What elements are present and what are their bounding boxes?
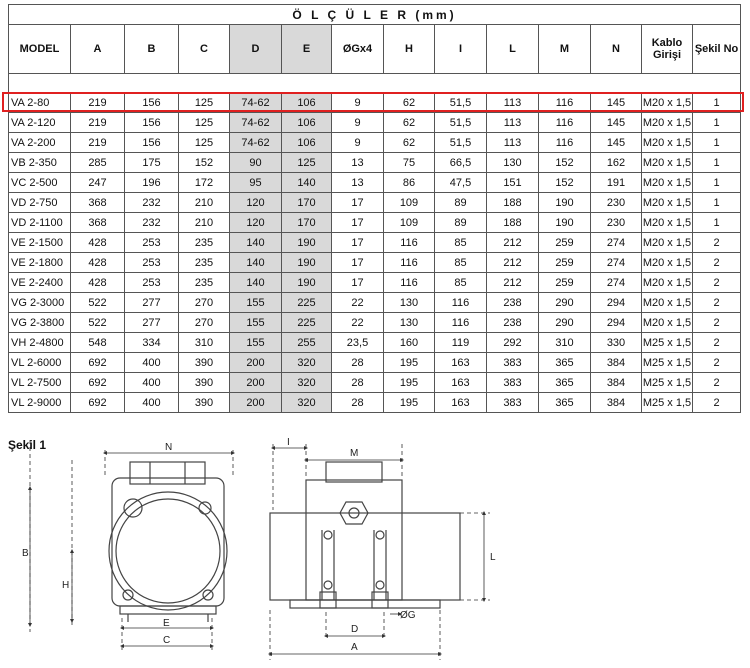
value-cell: 270: [179, 313, 230, 333]
model-cell: VD 2-1100: [9, 213, 71, 233]
value-cell: 290: [539, 293, 591, 313]
column-header: H: [384, 25, 435, 74]
value-cell: 235: [179, 273, 230, 293]
value-cell: 172: [179, 173, 230, 193]
value-cell: 17: [332, 193, 384, 213]
value-cell: 116: [384, 273, 435, 293]
value-cell: 390: [179, 353, 230, 373]
model-cell: VG 2-3000: [9, 293, 71, 313]
value-cell: 219: [71, 93, 125, 113]
value-cell: M20 x 1,5: [642, 313, 693, 333]
value-cell: 120: [230, 193, 282, 213]
value-cell: 225: [282, 293, 332, 313]
motor-body-side: [270, 513, 460, 600]
value-cell: 51,5: [435, 93, 487, 113]
column-header: C: [179, 25, 230, 74]
value-cell: 89: [435, 213, 487, 233]
value-cell: 274: [591, 233, 642, 253]
dim-label-b: B: [22, 548, 29, 559]
value-cell: 522: [71, 313, 125, 333]
value-cell: 365: [539, 373, 591, 393]
value-cell: 1: [693, 173, 741, 193]
value-cell: 152: [539, 173, 591, 193]
value-cell: 175: [125, 153, 179, 173]
value-cell: 692: [71, 393, 125, 413]
value-cell: 106: [282, 133, 332, 153]
value-cell: 90: [230, 153, 282, 173]
dim-label-d: D: [351, 624, 359, 635]
value-cell: M20 x 1,5: [642, 153, 693, 173]
value-cell: 125: [179, 133, 230, 153]
value-cell: 2: [693, 273, 741, 293]
value-cell: 22: [332, 293, 384, 313]
value-cell: 116: [539, 113, 591, 133]
value-cell: 277: [125, 313, 179, 333]
value-cell: 232: [125, 213, 179, 233]
value-cell: 2: [693, 393, 741, 413]
value-cell: M20 x 1,5: [642, 253, 693, 273]
model-cell: VA 2-80: [9, 93, 71, 113]
motor-housing-front: [112, 478, 224, 606]
terminal-box-side: [326, 462, 382, 482]
value-cell: 368: [71, 193, 125, 213]
dim-label-e: E: [163, 618, 170, 629]
value-cell: 320: [282, 353, 332, 373]
value-cell: 235: [179, 253, 230, 273]
dim-label-a: A: [351, 642, 358, 653]
value-cell: 9: [332, 133, 384, 153]
value-cell: 225: [282, 313, 332, 333]
value-cell: 152: [539, 153, 591, 173]
value-cell: 163: [435, 393, 487, 413]
dim-label-m: M: [350, 448, 359, 459]
value-cell: 219: [71, 113, 125, 133]
value-cell: M20 x 1,5: [642, 133, 693, 153]
value-cell: 170: [282, 193, 332, 213]
column-header: A: [71, 25, 125, 74]
value-cell: 28: [332, 353, 384, 373]
value-cell: 85: [435, 233, 487, 253]
value-cell: 210: [179, 213, 230, 233]
value-cell: 232: [125, 193, 179, 213]
value-cell: 383: [487, 373, 539, 393]
value-cell: 13: [332, 153, 384, 173]
value-cell: 1: [693, 93, 741, 113]
value-cell: 522: [71, 293, 125, 313]
value-cell: 390: [179, 373, 230, 393]
value-cell: M20 x 1,5: [642, 113, 693, 133]
value-cell: 113: [487, 113, 539, 133]
value-cell: 365: [539, 353, 591, 373]
value-cell: 145: [591, 93, 642, 113]
model-cell: VL 2-6000: [9, 353, 71, 373]
value-cell: 155: [230, 313, 282, 333]
value-cell: 156: [125, 133, 179, 153]
value-cell: M20 x 1,5: [642, 173, 693, 193]
value-cell: 2: [693, 313, 741, 333]
model-cell: VL 2-9000: [9, 393, 71, 413]
value-cell: 28: [332, 393, 384, 413]
value-cell: 400: [125, 353, 179, 373]
value-cell: 17: [332, 273, 384, 293]
value-cell: 17: [332, 233, 384, 253]
column-header: MODEL: [9, 25, 71, 74]
value-cell: 292: [487, 333, 539, 353]
model-cell: VA 2-200: [9, 133, 71, 153]
figure-label: Şekil 1: [8, 438, 47, 452]
value-cell: 145: [591, 133, 642, 153]
value-cell: 47,5: [435, 173, 487, 193]
value-cell: 9: [332, 93, 384, 113]
value-cell: 253: [125, 273, 179, 293]
value-cell: 130: [384, 313, 435, 333]
value-cell: 188: [487, 193, 539, 213]
model-cell: VC 2-500: [9, 173, 71, 193]
value-cell: 119: [435, 333, 487, 353]
value-cell: M20 x 1,5: [642, 273, 693, 293]
value-cell: 294: [591, 313, 642, 333]
value-cell: 2: [693, 233, 741, 253]
column-header: L: [487, 25, 539, 74]
value-cell: 162: [591, 153, 642, 173]
value-cell: 1: [693, 193, 741, 213]
value-cell: 85: [435, 273, 487, 293]
value-cell: 259: [539, 253, 591, 273]
value-cell: 113: [487, 133, 539, 153]
value-cell: 62: [384, 133, 435, 153]
model-cell: VL 2-7500: [9, 373, 71, 393]
value-cell: 155: [230, 293, 282, 313]
model-cell: VG 2-3800: [9, 313, 71, 333]
value-cell: 238: [487, 293, 539, 313]
value-cell: 85: [435, 253, 487, 273]
value-cell: 109: [384, 213, 435, 233]
model-cell: VE 2-2400: [9, 273, 71, 293]
value-cell: 383: [487, 353, 539, 373]
value-cell: 140: [230, 233, 282, 253]
value-cell: 1: [693, 213, 741, 233]
value-cell: 190: [539, 213, 591, 233]
column-header: Şekil No: [693, 25, 741, 74]
value-cell: 196: [125, 173, 179, 193]
value-cell: 62: [384, 93, 435, 113]
value-cell: 23,5: [332, 333, 384, 353]
model-cell: VE 2-1500: [9, 233, 71, 253]
value-cell: 548: [71, 333, 125, 353]
value-cell: 247: [71, 173, 125, 193]
value-cell: M25 x 1,5: [642, 393, 693, 413]
value-cell: 51,5: [435, 113, 487, 133]
value-cell: 191: [591, 173, 642, 193]
value-cell: 116: [384, 233, 435, 253]
dim-label-h: H: [62, 580, 70, 591]
value-cell: 86: [384, 173, 435, 193]
value-cell: 163: [435, 353, 487, 373]
terminal-box: [130, 462, 205, 484]
value-cell: 255: [282, 333, 332, 353]
value-cell: M25 x 1,5: [642, 333, 693, 353]
value-cell: 116: [539, 133, 591, 153]
value-cell: 259: [539, 273, 591, 293]
value-cell: 116: [384, 253, 435, 273]
value-cell: 125: [179, 113, 230, 133]
dim-label-c: C: [163, 635, 171, 646]
value-cell: 120: [230, 213, 282, 233]
value-cell: 1: [693, 153, 741, 173]
value-cell: M25 x 1,5: [642, 373, 693, 393]
value-cell: 9: [332, 113, 384, 133]
value-cell: 310: [179, 333, 230, 353]
value-cell: 384: [591, 393, 642, 413]
front-view: [109, 462, 227, 622]
value-cell: 89: [435, 193, 487, 213]
dim-label-n: N: [165, 442, 173, 453]
value-cell: 125: [282, 153, 332, 173]
value-cell: 212: [487, 253, 539, 273]
value-cell: 368: [71, 213, 125, 233]
model-cell: VA 2-120: [9, 113, 71, 133]
value-cell: M25 x 1,5: [642, 353, 693, 373]
value-cell: 188: [487, 213, 539, 233]
value-cell: 428: [71, 233, 125, 253]
value-cell: 116: [435, 313, 487, 333]
value-cell: 290: [539, 313, 591, 333]
value-cell: 74-62: [230, 93, 282, 113]
column-header: E: [282, 25, 332, 74]
value-cell: 163: [435, 373, 487, 393]
value-cell: 51,5: [435, 133, 487, 153]
value-cell: 2: [693, 353, 741, 373]
model-cell: VH 2-4800: [9, 333, 71, 353]
value-cell: M20 x 1,5: [642, 213, 693, 233]
value-cell: 277: [125, 293, 179, 313]
value-cell: 116: [539, 93, 591, 113]
value-cell: 195: [384, 373, 435, 393]
value-cell: 156: [125, 93, 179, 113]
value-cell: 230: [591, 193, 642, 213]
model-cell: VD 2-750: [9, 193, 71, 213]
value-cell: 140: [230, 273, 282, 293]
value-cell: 400: [125, 393, 179, 413]
value-cell: 230: [591, 213, 642, 233]
value-cell: 109: [384, 193, 435, 213]
table-title: Ö L Ç Ü L E R (mm): [9, 5, 741, 25]
value-cell: 200: [230, 393, 282, 413]
value-cell: 152: [179, 153, 230, 173]
motor-inner-circle: [116, 499, 220, 603]
value-cell: 13: [332, 173, 384, 193]
value-cell: 390: [179, 393, 230, 413]
value-cell: 692: [71, 353, 125, 373]
value-cell: 200: [230, 353, 282, 373]
value-cell: 190: [539, 193, 591, 213]
value-cell: 113: [487, 93, 539, 113]
value-cell: 253: [125, 233, 179, 253]
value-cell: 170: [282, 213, 332, 233]
value-cell: 195: [384, 393, 435, 413]
value-cell: 74-62: [230, 113, 282, 133]
value-cell: 428: [71, 273, 125, 293]
value-cell: 400: [125, 373, 179, 393]
value-cell: 210: [179, 193, 230, 213]
column-header: N: [591, 25, 642, 74]
value-cell: 384: [591, 353, 642, 373]
value-cell: 1: [693, 133, 741, 153]
value-cell: 270: [179, 293, 230, 313]
value-cell: M20 x 1,5: [642, 233, 693, 253]
value-cell: 330: [591, 333, 642, 353]
column-header: B: [125, 25, 179, 74]
value-cell: 195: [384, 353, 435, 373]
value-cell: 274: [591, 273, 642, 293]
side-view: [270, 462, 460, 608]
value-cell: 253: [125, 253, 179, 273]
value-cell: 2: [693, 373, 741, 393]
value-cell: 190: [282, 233, 332, 253]
value-cell: M20 x 1,5: [642, 193, 693, 213]
value-cell: 95: [230, 173, 282, 193]
value-cell: 125: [179, 93, 230, 113]
front-view-dimensions: [30, 440, 233, 650]
value-cell: 145: [591, 113, 642, 133]
value-cell: 692: [71, 373, 125, 393]
value-cell: 212: [487, 273, 539, 293]
value-cell: 156: [125, 113, 179, 133]
column-header: I: [435, 25, 487, 74]
value-cell: 2: [693, 253, 741, 273]
value-cell: 130: [384, 293, 435, 313]
value-cell: 106: [282, 113, 332, 133]
value-cell: 365: [539, 393, 591, 413]
model-cell: VB 2-350: [9, 153, 71, 173]
column-header: ØGx4: [332, 25, 384, 74]
value-cell: 190: [282, 253, 332, 273]
value-cell: M20 x 1,5: [642, 93, 693, 113]
value-cell: 28: [332, 373, 384, 393]
value-cell: 428: [71, 253, 125, 273]
value-cell: 22: [332, 313, 384, 333]
value-cell: 310: [539, 333, 591, 353]
value-cell: 17: [332, 213, 384, 233]
value-cell: 320: [282, 373, 332, 393]
value-cell: 106: [282, 93, 332, 113]
value-cell: 259: [539, 233, 591, 253]
base-plate-side: [290, 600, 440, 608]
value-cell: 1: [693, 113, 741, 133]
value-cell: 294: [591, 293, 642, 313]
column-header: M: [539, 25, 591, 74]
value-cell: 17: [332, 253, 384, 273]
motor-outer-circle: [109, 492, 227, 610]
value-cell: 383: [487, 393, 539, 413]
value-cell: 140: [230, 253, 282, 273]
dim-label-l: L: [490, 552, 496, 563]
value-cell: 66,5: [435, 153, 487, 173]
column-header: D: [230, 25, 282, 74]
value-cell: 274: [591, 253, 642, 273]
column-header: Kablo Girişi: [642, 25, 693, 74]
value-cell: 151: [487, 173, 539, 193]
value-cell: 235: [179, 233, 230, 253]
value-cell: 238: [487, 313, 539, 333]
dim-label-i: I: [287, 437, 290, 448]
value-cell: 62: [384, 113, 435, 133]
terminal-housing-side: [306, 480, 402, 600]
value-cell: 140: [282, 173, 332, 193]
value-cell: 74-62: [230, 133, 282, 153]
value-cell: 285: [71, 153, 125, 173]
value-cell: 2: [693, 333, 741, 353]
value-cell: 130: [487, 153, 539, 173]
value-cell: 212: [487, 233, 539, 253]
value-cell: 219: [71, 133, 125, 153]
value-cell: 160: [384, 333, 435, 353]
value-cell: 75: [384, 153, 435, 173]
dim-label-g: ØG: [400, 610, 416, 621]
value-cell: 320: [282, 393, 332, 413]
value-cell: 384: [591, 373, 642, 393]
value-cell: 155: [230, 333, 282, 353]
value-cell: 200: [230, 373, 282, 393]
value-cell: M20 x 1,5: [642, 293, 693, 313]
model-cell: VE 2-1800: [9, 253, 71, 273]
value-cell: 334: [125, 333, 179, 353]
value-cell: 116: [435, 293, 487, 313]
value-cell: 190: [282, 273, 332, 293]
side-view-dimensions: [270, 444, 490, 660]
value-cell: 2: [693, 293, 741, 313]
